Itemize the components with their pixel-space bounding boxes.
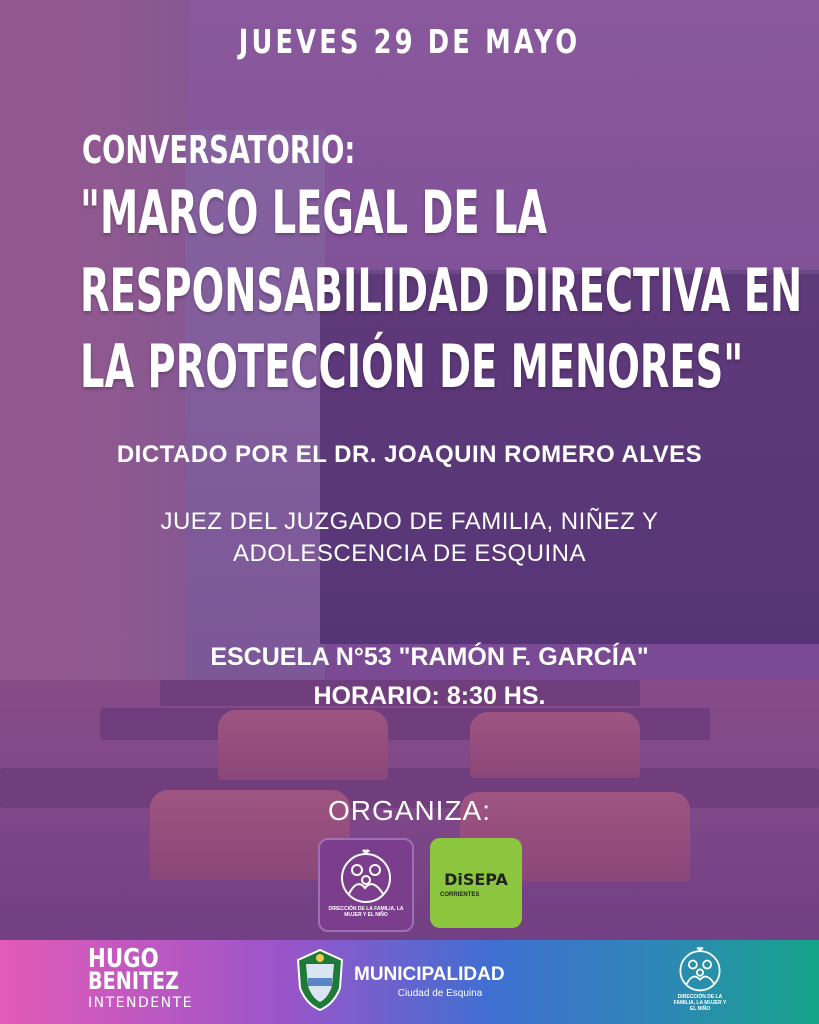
family-icon — [670, 944, 730, 994]
organizers-label: ORGANIZA: — [327, 795, 491, 826]
footer-family-logo — [670, 944, 730, 1012]
event-title-line-1: "MARCO LEGAL DE LA — [80, 178, 548, 248]
hugo-benitez-logo — [88, 944, 202, 1014]
venue-time: HORARIO: 8:30 HS. — [313, 682, 546, 710]
disepa-name: DiSEPA — [444, 870, 508, 889]
disepa-subtitle: CORRIENTES — [440, 892, 480, 898]
hugo-line-2: BENITEZ — [88, 967, 180, 995]
footer-family-caption: DIRECCIÓN DE LA FAMILIA, LA MUJER Y EL NIÑO — [673, 994, 727, 1012]
family-direction-logo — [318, 838, 414, 932]
hugo-line-1: HUGO — [88, 944, 159, 974]
municipality-subtitle: Ciudad de Esquina — [397, 988, 483, 999]
event-title-line-3: LA PROTECCIÓN DE MENORES" — [80, 332, 744, 402]
venue-place: ESCUELA N°53 "RAMÓN F. GARCÍA" — [210, 643, 649, 671]
event-date: JUEVES 29 DE MAYO — [238, 22, 581, 61]
event-title-line-2: RESPONSABILIDAD DIRECTIVA EN — [80, 256, 803, 326]
event-type-label: CONVERSATORIO: — [82, 128, 356, 172]
speaker-line: DICTADO POR EL DR. JOAQUIN ROMERO ALVES — [116, 441, 703, 468]
hugo-line-3: INTENDENTE — [88, 995, 193, 1011]
family-logo-caption: DIRECCIÓN DE LA FAMILIA, LA MUJER Y EL NIÑO — [328, 906, 404, 918]
municipality-name: MUNICIPALIDAD — [354, 964, 505, 985]
disepa-logo — [430, 838, 522, 928]
speaker-role-line-1: JUEZ DEL JUZGADO DE FAMILIA, NIÑEZ Y — [160, 508, 659, 535]
municipal-shield-icon — [294, 948, 346, 1012]
speaker-role-line-2: ADOLESCENCIA DE ESQUINA — [233, 540, 586, 567]
family-icon — [339, 848, 393, 904]
